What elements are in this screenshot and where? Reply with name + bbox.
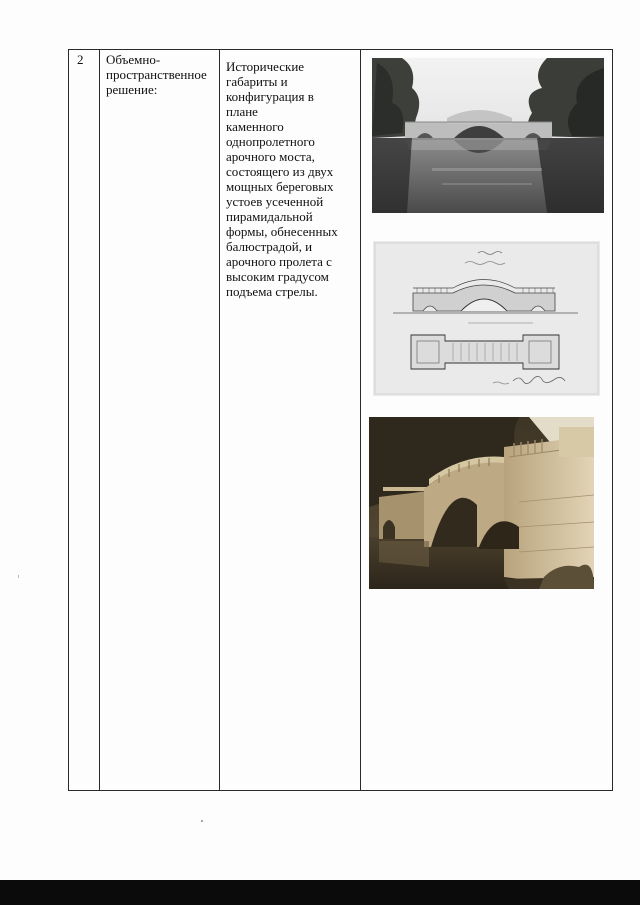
row-number: 2: [77, 52, 84, 67]
bridge-photo-closeup: [369, 417, 594, 589]
row-images-cell: [361, 50, 613, 791]
row-description-cell: [220, 50, 361, 791]
scan-speck: [201, 820, 203, 822]
row-description: Исторические габариты и конфигурация в плане каменного однопролетного арочного моста, состоящего из двух мощных береговых устоев усеченной пирамидальной формы, обнесенных балюстрадой, и арочного пролета с высоким градусом подъема стрелы.: [226, 59, 338, 299]
bridge-architectural-drawing: [373, 241, 600, 396]
scan-mark: [18, 575, 19, 578]
row-number-cell: [69, 50, 100, 791]
scan-bottom-edge: [0, 880, 640, 905]
table-row: [69, 50, 613, 791]
bridge-photo-distant: [372, 58, 604, 213]
row-name: Объемно- пространственное решение:: [106, 52, 207, 97]
row-name-cell: [100, 50, 220, 791]
requirements-table: [68, 49, 613, 791]
